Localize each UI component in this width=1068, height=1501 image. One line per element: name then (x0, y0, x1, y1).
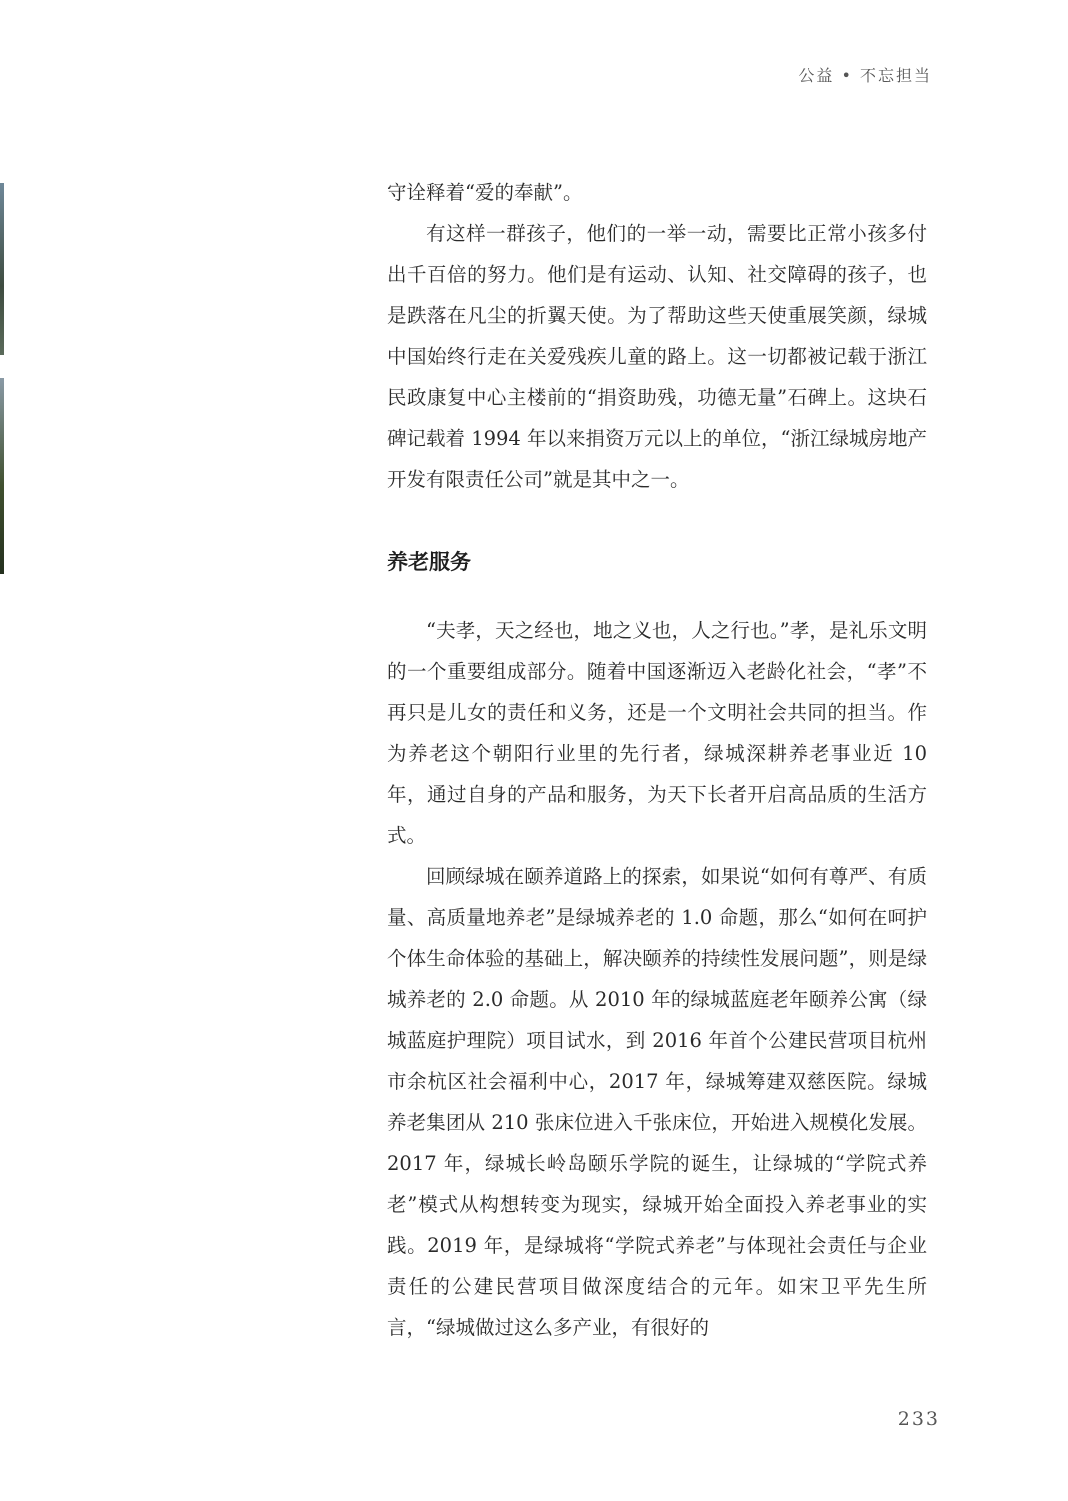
paragraph-filial-piety: “夫孝，天之经也，地之义也，人之行也。”孝，是礼乐文明的一个重要组成部分。随着中国逐渐迈入老龄化社会，“孝”不再只是儿女的责任和义务，还是一个文明社会共同的担当。作为养老这个朝阳行业里的先行者，绿城深耕养老事业近 10 年，通过自身的产品和服务，为天下长者开启高品质的生活方式。 (387, 619, 927, 847)
photo-edge-bottom (0, 378, 4, 574)
paragraph-disabled-children: 有这样一群孩子，他们的一举一动，需要比正常小孩多付出千百倍的努力。他们是有运动、认知、社交障碍的孩子，也是跌落在凡尘的折翼天使。为了帮助这些天使重展笑颜，绿城中国始终行走在关爱残疾儿童的路上。这一切都被记载于浙江民政康复中心主楼前的“捐资助残，功德无量”石碑上。这块石碑记载着 1994 年以来捐资万元以上的单位，“浙江绿城房地产开发有限责任公司”就是其中之一。 (387, 222, 927, 491)
page-number: 233 (897, 1408, 940, 1430)
article-body (387, 172, 927, 1348)
section-title: 养老服务 (387, 550, 471, 574)
photo-edge-top (0, 183, 4, 355)
paragraph-elderly-care-history: 回顾绿城在颐养道路上的探索，如果说“如何有尊严、有质量、高质量地养老”是绿城养老的 1.0 命题，那么“如何在呵护个体生命体验的基础上，解决颐养的持续性发展问题”，则是绿城养老的 2.0 命题。从 2010 年的绿城蓝庭老年颐养公寓（绿城蓝庭护理院）项目试水，到 2016 年首个公建民营项目杭州市余杭区社会福利中心，2017 年，绿城筹建双慈医院。绿城养老集团从 210 张床位进入千张床位，开始进入规模化发展。2017 年，绿城长岭岛颐乐学院的诞生，让绿城的“学院式养老”模式从构想转变为现实，绿城开始全面投入养老事业的实践。2019 年，是绿城将“学院式养老”与体现社会责任与企业责任的公建民营项目做深度结合的元年。如宋卫平先生所言，“绿城做过这么多产业，有很好的 (387, 865, 927, 1339)
paragraph-continuation: 守诠释着“爱的奉献”。 (387, 181, 583, 204)
running-header: 公益 • 不忘担当 (798, 66, 932, 85)
